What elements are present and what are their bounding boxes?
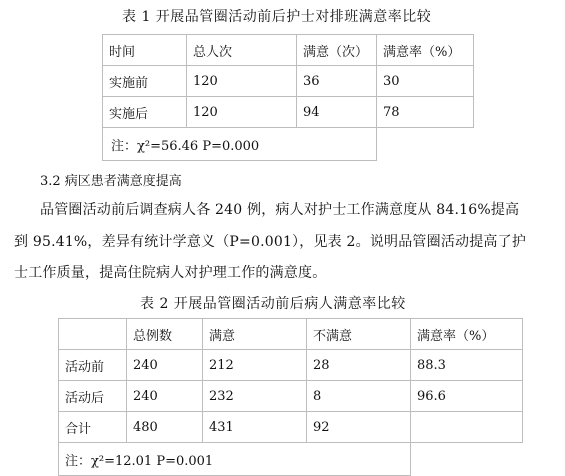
- table-cell: 94: [297, 97, 377, 128]
- table1-header-cell: 满意（次）: [297, 35, 377, 66]
- table-cell: 30: [377, 66, 474, 97]
- table1-header-cell: 总人次: [187, 35, 297, 66]
- table2-header-cell: 总例数: [127, 319, 203, 350]
- table1-header-row: [103, 35, 474, 66]
- table2-header-cell: 不满意: [307, 319, 411, 350]
- table-cell: 活动后: [59, 381, 127, 412]
- table-cell: 212: [203, 350, 307, 381]
- table-cell: 240: [127, 381, 203, 412]
- table-cell: 合计: [59, 412, 127, 443]
- table-row: [59, 350, 523, 381]
- table-cell: 92: [307, 412, 411, 443]
- table-cell: 120: [187, 97, 297, 128]
- table-row: [59, 381, 523, 412]
- table2-header-cell: [59, 319, 127, 350]
- paragraph-line-3: 士工作质量，提高住院病人对护理工作的满意度。: [14, 265, 327, 281]
- table2: [58, 318, 523, 476]
- table-cell: 96.6: [411, 381, 523, 412]
- table1-header-cell: 满意率（%）: [377, 35, 474, 66]
- table-row: [103, 66, 474, 97]
- table2-header-row: [59, 319, 523, 350]
- table-cell: 88.3: [411, 350, 523, 381]
- table-cell: 232: [203, 381, 307, 412]
- table1-note-spacer: [377, 128, 474, 161]
- table-cell: 120: [187, 66, 297, 97]
- section-heading: 3.2 病区患者满意度提高: [40, 174, 182, 189]
- table1-header-cell: 时间: [103, 35, 187, 66]
- table-cell: 78: [377, 97, 474, 128]
- table-cell: 28: [307, 350, 411, 381]
- table-cell: 36: [297, 66, 377, 97]
- table-cell: 8: [307, 381, 411, 412]
- table-cell: 240: [127, 350, 203, 381]
- table-cell: 活动前: [59, 350, 127, 381]
- table-row: [59, 412, 523, 443]
- table-cell: [411, 412, 523, 443]
- paragraph-line-1: 品管圈活动前后调查病人各 240 例，病人对护士工作满意度从 84.16%提高: [40, 202, 520, 218]
- table1-note: 注：χ²=56.46 P=0.000: [103, 128, 377, 161]
- table2-note-spacer: [411, 443, 523, 476]
- table-cell: 431: [203, 412, 307, 443]
- table-row: [103, 97, 474, 128]
- paragraph-line-2: 到 95.41%，差异有统计学意义（P=0.001），见表 2。说明品管圈活动提高了护: [14, 234, 527, 250]
- table1-caption: 表 1 开展品管圈活动前后护士对排班满意率比较: [122, 9, 432, 25]
- table2-header-cell: 满意率（%）: [411, 319, 523, 350]
- table2-header-cell: 满意: [203, 319, 307, 350]
- table-cell: 480: [127, 412, 203, 443]
- table2-caption: 表 2 开展品管圈活动前后病人满意率比较: [140, 296, 406, 312]
- table1-note-row: [103, 128, 474, 161]
- table-cell: 实施前: [103, 66, 187, 97]
- table1: [102, 34, 474, 161]
- table2-note-row: [59, 443, 523, 476]
- table-cell: 实施后: [103, 97, 187, 128]
- table2-note: 注：χ²=12.01 P=0.001: [59, 443, 411, 476]
